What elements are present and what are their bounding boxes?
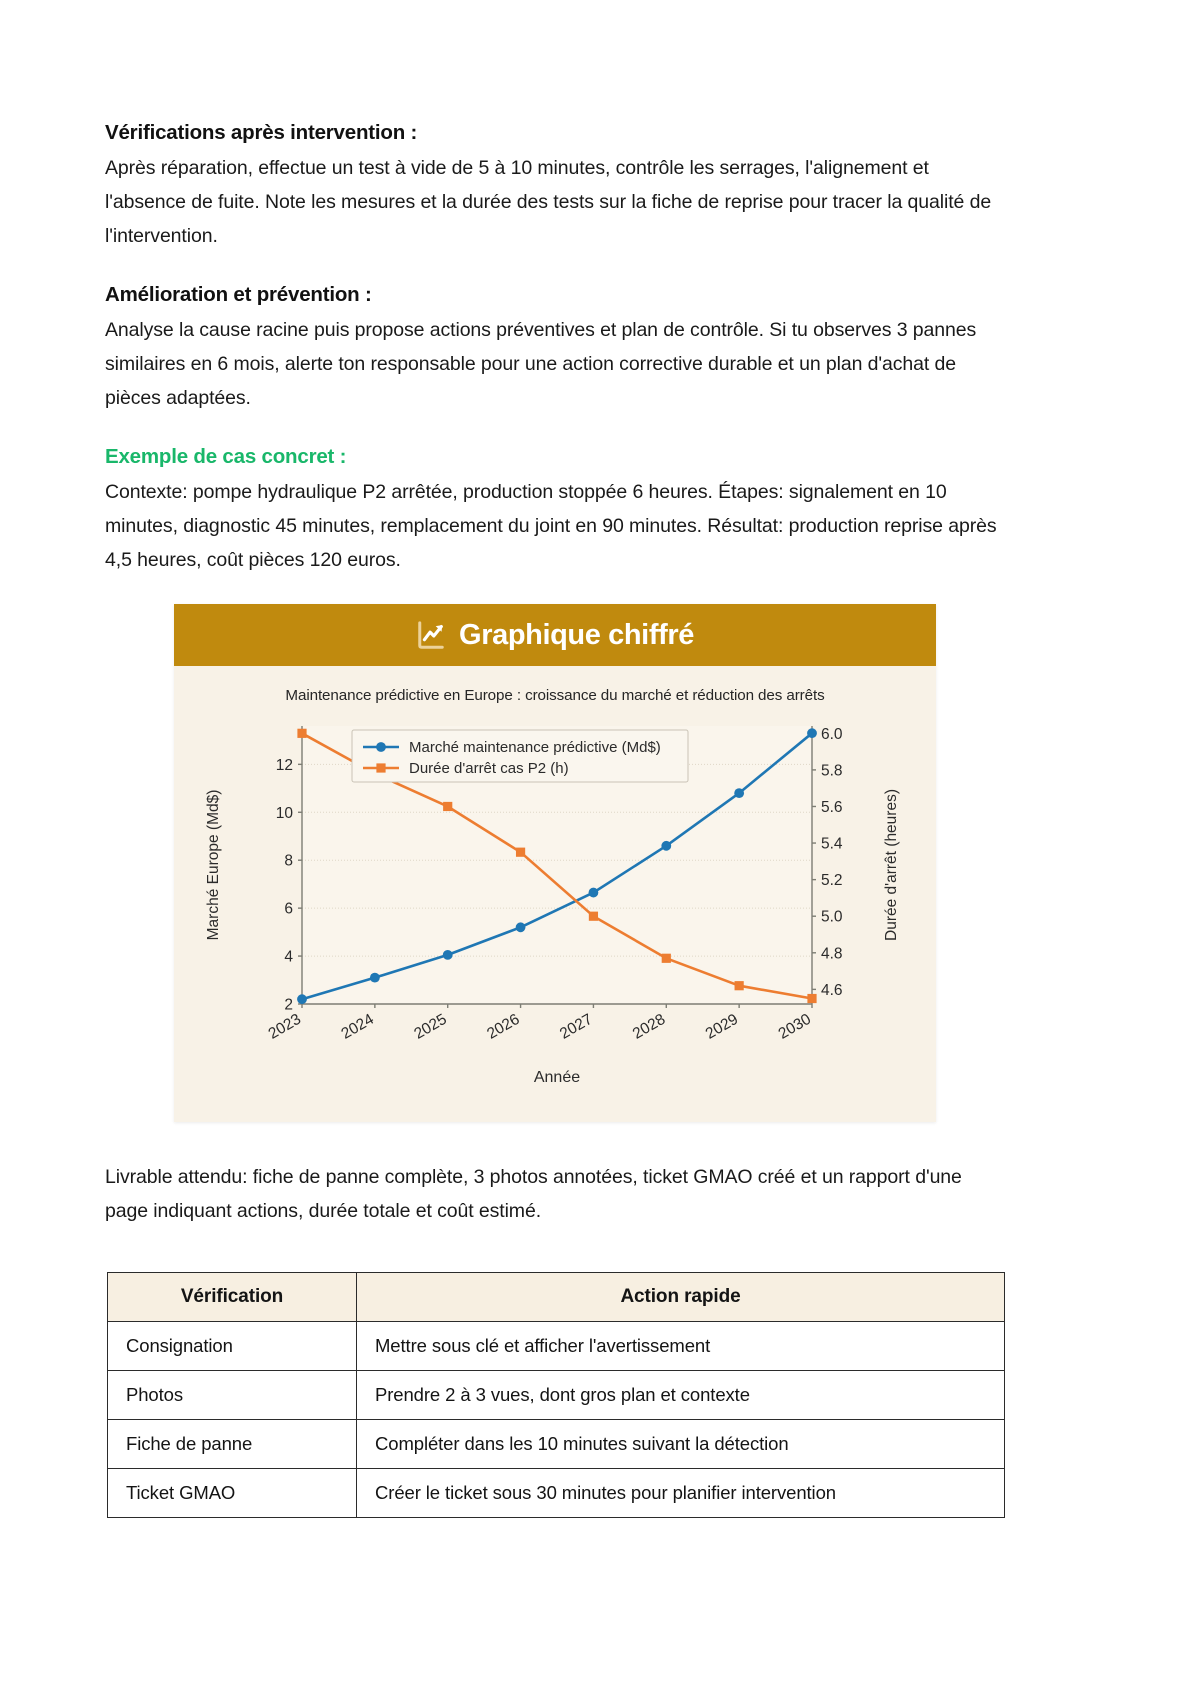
table-cell-action: Créer le ticket sous 30 minutes pour planifier intervention [357,1469,1005,1518]
chart-card-title: Graphique chiffré [459,618,694,651]
y-tick-label-right: 4.8 [821,945,843,963]
table-row [108,1469,1005,1518]
y-tick-label-left: 8 [284,853,293,871]
table-header-verification: Vérification [108,1273,357,1322]
y-tick-label-right: 6.0 [821,726,843,744]
series-marker-1 [516,848,525,857]
y-tick-label-left: 10 [275,805,293,823]
table-cell-action: Compléter dans les 10 minutes suivant la détection [357,1420,1005,1469]
section-heading-green: Exemple de cas concret : [105,445,347,469]
table-cell-action: Mettre sous clé et afficher l'avertissement [357,1322,1005,1371]
y-tick-label-right: 5.0 [821,909,843,927]
y-axis-label-left: Marché Europe (Md$) [205,789,222,941]
table-header-row [108,1273,1005,1322]
y-tick-label-right: 5.2 [821,872,843,890]
x-tick-label: 2029 [702,1011,742,1044]
chart-svg [184,708,926,1108]
chart-card-banner [174,604,936,666]
series-marker-0 [297,995,307,1005]
chart-title: Maintenance prédictive en Europe : croissance du marché et réduction des arrêts [285,687,825,705]
section-heading: Vérifications après intervention : [105,121,418,144]
table-row [108,1371,1005,1420]
section-verifications [105,118,1095,253]
chart-plot [184,708,926,1108]
x-tick-label: 2023 [265,1011,304,1044]
y-tick-label-right: 5.6 [821,799,843,817]
table-row [108,1322,1005,1371]
x-tick-label: 2030 [775,1011,814,1044]
section-body: Analyse la cause racine puis propose actions préventives et plan de contrôle. Si tu observes 3 pannes similaires en 6 mois, alerte ton responsable pour une action corrective durable et un plan d'achat de pièces adaptées. [105,319,977,410]
series-marker-0 [516,923,526,933]
series-marker-0 [661,841,671,851]
x-tick-label: 2024 [338,1011,377,1044]
series-marker-1 [443,802,452,811]
table-cell-verification: Consignation [108,1322,357,1371]
series-marker-0 [734,789,744,799]
y-tick-label-left: 12 [275,757,293,775]
section-heading: Amélioration et prévention : [105,283,372,307]
table-cell-verification: Fiche de panne [108,1420,357,1469]
x-tick-label: 2025 [411,1011,450,1044]
section-body: Après réparation, effectue un test à vide de 5 à 10 minutes, contrôle les serrages, l'alignement et l'absence de fuite. Note les mesures et la durée des tests sur la fiche de reprise pour tracer la qualité de l'intervention. [105,157,992,248]
series-marker-0 [589,888,599,898]
deliverable-paragraph: Livrable attendu: fiche de panne complète, 3 photos annotées, ticket GMAO créé et un rapport d'une page indiquant actions, durée totale et coût estimé. [105,1166,962,1223]
series-marker-0 [443,950,453,960]
x-axis-label: Année [533,1069,581,1087]
y-tick-label-right: 5.8 [821,762,843,780]
x-tick-label: 2026 [484,1011,523,1044]
y-tick-label-left: 4 [284,948,293,966]
x-tick-label: 2027 [557,1011,596,1044]
y-tick-label-right: 4.6 [821,982,843,1000]
chart-body [174,666,936,1122]
series-marker-0 [807,729,817,739]
table-cell-verification: Photos [108,1371,357,1420]
legend-swatch-marker-0 [376,742,386,752]
legend-swatch-marker-1 [376,764,385,773]
table-cell-verification: Ticket GMAO [108,1469,357,1518]
legend-label-1: Durée d'arrêt cas P2 (h) [409,760,569,778]
table-cell-action: Prendre 2 à 3 vues, dont gros plan et contexte [357,1371,1005,1420]
y-tick-label-left: 2 [284,996,293,1014]
series-marker-1 [589,912,598,921]
series-marker-0 [370,973,380,983]
table-header-action: Action rapide [357,1273,1005,1322]
section-exemple-cas-concret [105,442,1095,577]
line-chart-icon [416,620,446,650]
x-tick-label: 2028 [629,1011,669,1044]
series-marker-1 [807,994,816,1003]
chart-card [174,604,936,1122]
series-marker-1 [297,729,306,738]
series-marker-1 [662,954,671,963]
section-body: Contexte: pompe hydraulique P2 arrêtée, production stoppée 6 heures. Étapes: signalement en 10 minutes, diagnostic 45 minutes, remplacement du joint en 90 minutes. Résultat: production reprise après 4,5 heures, coût pièces 120 euros. [105,481,997,572]
y-axis-label-right: Durée d'arrêt (heures) [883,789,900,942]
table-row [108,1420,1005,1469]
series-marker-1 [735,981,744,990]
section-amelioration [105,280,1095,415]
legend-label-0: Marché maintenance prédictive (Md$) [409,739,661,757]
verification-table [107,1272,1005,1518]
y-tick-label-left: 6 [284,900,293,918]
y-tick-label-right: 5.4 [821,835,843,853]
